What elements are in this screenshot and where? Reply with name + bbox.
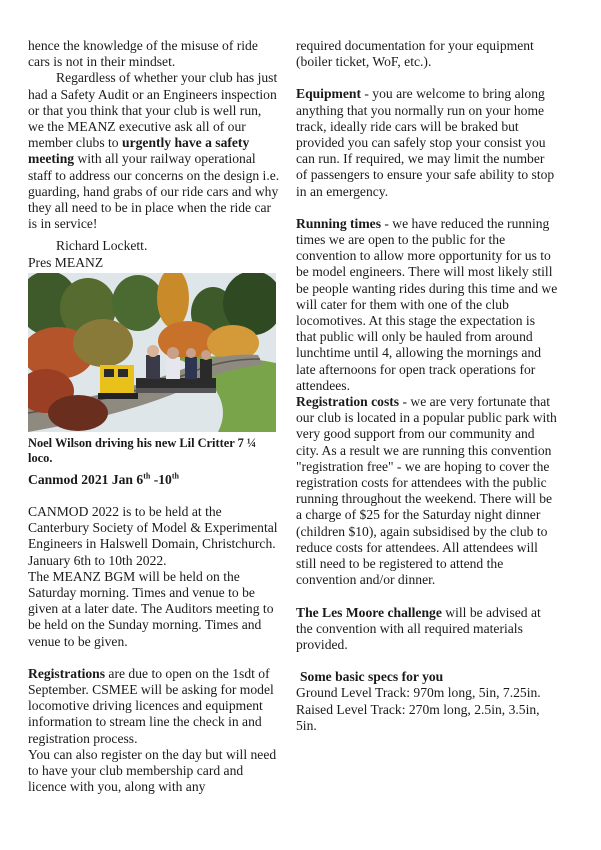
section-heading-canmod	[28, 472, 280, 488]
paragraph-canmod-location: CANMOD 2022 is to be held at the Canterbury Society of Model & Experimental Engineers in Halswell Domain, Christchurch.	[28, 504, 278, 552]
heading-sup-2: th	[171, 471, 179, 481]
paragraph-registration-costs	[296, 394, 558, 588]
running-times-text: - we have reduced the running times we are open to the public for the convention to allow more opportunity for us to be model engineers. There will most likely still be people wanting rides during this time and we will cater for them with one of the club locomotives. At this stage the expectation is that public will only be hauled from around lunchtime until 4, allowing the mornings and late afternoons for open track operations for attendees.	[296, 215, 558, 393]
paragraph-misuse: hence the knowledge of the misuse of ride cars is not in their mindset.	[28, 38, 258, 70]
les-moore-emphasis: The Les Moore challenge	[296, 604, 442, 620]
left-column	[28, 38, 280, 796]
heading-main: Canmod 2021 Jan 6	[28, 471, 144, 487]
safety-text-b: with all your railway operational staff to address our concerns on the design i.e. guarding, hand grabs of our ride cars and why they all need to be in place when the ride car is in service!	[28, 151, 280, 232]
photo-illustration	[28, 273, 276, 432]
signature-name: Richard Lockett.	[56, 238, 148, 254]
specs-heading	[296, 669, 558, 685]
photo-caption: Noel Wilson driving his new Lil Critter 7 ¼ loco.	[28, 435, 257, 465]
registrations-emphasis: Registrations	[28, 665, 106, 681]
paragraph-equipment	[296, 86, 558, 199]
locomotive-photo	[28, 273, 276, 432]
safety-text-a: Regardless of whether your club has just had a Safety Audit or an Engineers inspection or that you think that your club is well run, we the MEANZ executive ask all of our member clubs to	[28, 70, 278, 151]
paragraph-registrations	[28, 666, 280, 747]
paragraph-documentation: required documentation for your equipment (boiler ticket, WoF, etc.).	[296, 38, 534, 70]
paragraph-safety	[28, 70, 280, 232]
paragraph-dates: January 6th to 10th 2022.	[28, 552, 167, 568]
paragraph-register-on-day: You can also register on the day but will need to have your club membership card and licence with you, along with any	[28, 746, 277, 795]
spec-ground-track: Ground Level Track: 970m long, 5in, 7.25in.	[296, 685, 541, 701]
registrations-text: are due to open on the 1sdt of September. CSMEE will be asking for model locomotive driving licences and equipment information to stream line the check in and registration process.	[28, 665, 274, 746]
registration-costs-emphasis: Registration costs	[296, 394, 400, 410]
equipment-text: - you are welcome to bring along anything that you normally run on your home track, ideally ride cars will be braked but provided you can safely stop your consist you can run. If required, we may limit the number of passengers to ensure your safe ability to stop in an emergency.	[296, 86, 555, 199]
signature-title: Pres MEANZ	[28, 254, 104, 270]
registration-costs-text: - we are very fortunate that our club is located in a popular public park with very good support from our community and city. As a result we are running this convention "registration free" - we are hoping to cover the registration costs for attendees with the public running throughout the weekend. There will be a charge of $25 for the Saturday night dinner (children $10), again subsidised by the club to reduce costs for attendees. All attendees will still need to be registered to attend the convention and/or dinner.	[296, 394, 557, 588]
les-moore-text: will be advised at the convention with all required materials provided.	[296, 604, 541, 652]
running-times-emphasis: Running times	[296, 215, 381, 231]
right-column	[296, 38, 558, 734]
spec-raised-track: Raised Level Track: 270m long, 2.5in, 3.5in, 5in.	[296, 701, 540, 733]
equipment-emphasis: Equipment	[296, 86, 361, 102]
paragraph-les-moore	[296, 605, 558, 654]
heading-mid: -10	[150, 471, 172, 487]
heading-sup-1: th	[143, 471, 151, 481]
paragraph-bgm: The MEANZ BGM will be held on the Saturday morning. Times and venue to be given at a later date. The Auditors meeting to be held on the Sunday morning. Times and venue to be given.	[28, 568, 274, 649]
paragraph-running-times	[296, 216, 558, 394]
safety-meeting-emphasis: urgently have a safety meeting	[28, 135, 250, 167]
specs-heading-text: Some basic specs for you	[300, 669, 444, 685]
